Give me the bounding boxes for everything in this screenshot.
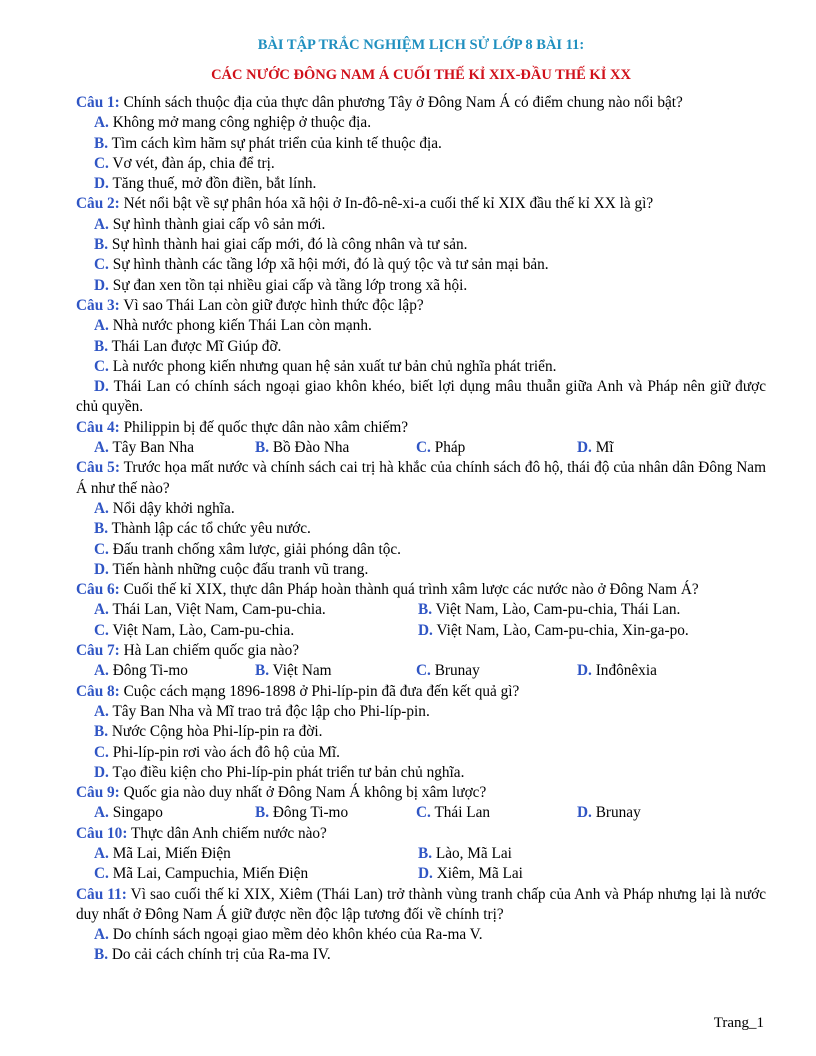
option-a: A. Đông Ti-mo: [94, 662, 188, 680]
option-d: D. Tiến hành những cuộc đấu tranh vũ trang.: [94, 560, 369, 578]
options-row: [76, 438, 766, 458]
document-page: [76, 32, 766, 966]
option-a: A. Mã Lai, Miến Điện: [94, 844, 231, 862]
options-row: [76, 803, 766, 823]
page-number: Trang_1: [713, 1015, 764, 1031]
question-text: Quốc gia nào duy nhất ở Đông Nam Á không bị xâm lược?: [123, 784, 487, 802]
question-text: Vì sao Thái Lan còn giữ được hình thức độc lập?: [123, 296, 424, 314]
option-d: D. Việt Nam, Lào, Cam-pu-chia, Xin-ga-po.: [418, 621, 689, 639]
question-10: [76, 824, 766, 885]
question-label: Câu 9:: [76, 784, 120, 802]
question-stem: [76, 93, 766, 113]
question-text: Vì sao cuối thế kỉ XIX, Xiêm (Thái Lan) trở thành vùng tranh chấp của Anh và Pháp nhưng lại là nước duy nhất ở Đông Nam Á giữ được nền độc lập tương đối về chính trị?: [76, 885, 766, 923]
question-5: [76, 458, 766, 580]
question-text: Thực dân Anh chiếm nước nào?: [130, 824, 327, 842]
option-b: B. Nước Cộng hòa Phi-líp-pin ra đời.: [94, 723, 323, 741]
question-label: Câu 5:: [76, 459, 120, 477]
question-6: [76, 580, 766, 641]
question-stem: [76, 682, 766, 702]
question-8: [76, 682, 766, 783]
option-a: A. Do chính sách ngoại giao mềm dẻo khôn khéo của Ra-ma V.: [94, 926, 483, 944]
option-d: D. Sự đan xen tồn tại nhiều giai cấp và tầng lớp trong xã hội.: [94, 276, 468, 294]
question-stem: [76, 418, 766, 438]
question-11: [76, 885, 766, 966]
option-d: D. Brunay: [577, 804, 641, 822]
option-a: A. Singapo: [94, 804, 163, 822]
question-1: [76, 93, 766, 194]
option-a: A. Nổi dậy khởi nghĩa.: [94, 499, 235, 517]
option-c: C. Đấu tranh chống xâm lược, giải phóng dân tộc.: [94, 540, 401, 558]
question-label: Câu 4:: [76, 418, 120, 436]
question-text: Philippin bị đế quốc thực dân nào xâm chiếm?: [123, 418, 409, 436]
question-3: [76, 296, 766, 418]
document-title: BÀI TẬP TRẮC NGHIỆM LỊCH SỬ LỚP 8 BÀI 11:: [257, 37, 585, 53]
question-text: Hà Lan chiếm quốc gia nào?: [123, 642, 300, 660]
option-b: B. Việt Nam, Lào, Cam-pu-chia, Thái Lan.: [418, 601, 681, 619]
question-stem: [76, 194, 766, 214]
option-c: C. Pháp: [416, 439, 466, 457]
question-label: Câu 6:: [76, 581, 120, 599]
question-2: [76, 194, 766, 295]
question-label: Câu 2:: [76, 195, 120, 213]
option-b: B. Bồ Đào Nha: [255, 439, 350, 457]
options-row: [76, 621, 766, 641]
option-c: C. Sự hình thành các tầng lớp xã hội mới, đó là quý tộc và tư sản mại bản.: [94, 256, 549, 274]
option-c: C. Vơ vét, đàn áp, chia để trị.: [94, 154, 275, 172]
question-9: [76, 783, 766, 824]
option-d: D. Xiêm, Mã Lai: [418, 865, 523, 883]
question-label: Câu 10:: [76, 824, 128, 842]
question-text: Chính sách thuộc địa của thực dân phương Tây ở Đông Nam Á có điểm chung nào nổi bật?: [123, 94, 683, 111]
option-b: B. Sự hình thành hai giai cấp mới, đó là công nhân và tư sản.: [94, 236, 468, 254]
option-d: D. Mĩ: [577, 439, 614, 457]
option-d: D. Tăng thuế, mở đồn điền, bắt lính.: [94, 175, 317, 193]
question-label: Câu 3:: [76, 296, 120, 314]
option-d: D. Thái Lan có chính sách ngoại giao khôn khéo, biết lợi dụng mâu thuẫn giữa Anh và Pháp nên giữ được chủ quyền.: [76, 378, 766, 416]
question-stem: [76, 885, 766, 926]
options-row: [76, 661, 766, 681]
question-text: Cuộc cách mạng 1896-1898 ở Phi-líp-pin đã đưa đến kết quả gì?: [123, 682, 520, 700]
question-label: Câu 1:: [76, 94, 120, 111]
option-b: B. Đông Ti-mo: [255, 804, 349, 822]
option-b: B. Tìm cách kìm hãm sự phát triển của kinh tế thuộc địa.: [94, 134, 442, 152]
question-stem: [76, 824, 766, 844]
question-text: Nét nổi bật về sự phân hóa xã hội ở In-đô-nê-xi-a cuối thế kỉ XIX đầu thế kỉ XX là gì?: [123, 195, 654, 213]
option-a: A. Sự hình thành giai cấp vô sản mới.: [94, 215, 326, 233]
question-label: Câu 8:: [76, 682, 120, 700]
question-stem: [76, 296, 766, 316]
option-b: B. Lào, Mã Lai: [418, 844, 512, 862]
options-row: [76, 600, 766, 620]
option-a: A. Không mở mang công nghiệp ở thuộc địa.: [94, 114, 372, 132]
option-a: A. Thái Lan, Việt Nam, Cam-pu-chia.: [94, 601, 326, 619]
option-b: B. Việt Nam: [255, 662, 332, 680]
document-subtitle: CÁC NƯỚC ĐÔNG NAM Á CUỐI THẾ KỈ XIX-ĐẦU THẾ KỈ XX: [211, 67, 631, 83]
option-c: C. Việt Nam, Lào, Cam-pu-chia.: [94, 621, 295, 639]
option-d: D. Inđônêxia: [577, 662, 657, 680]
option-c: C. Brunay: [416, 662, 480, 680]
question-stem: [76, 458, 766, 499]
question-stem: [76, 641, 766, 661]
options-row: [76, 844, 766, 864]
options-row: [76, 864, 766, 884]
question-stem: [76, 783, 766, 803]
question-7: [76, 641, 766, 682]
question-stem: [76, 580, 766, 600]
option-a: A. Tây Ban Nha và Mĩ trao trả độc lập cho Phi-líp-pin.: [94, 702, 430, 720]
option-d: D. Tạo điều kiện cho Phi-líp-pin phát triển tư bản chủ nghĩa.: [94, 763, 465, 781]
question-text: Trước họa mất nước và chính sách cai trị hà khắc của chính sách đô hộ, thái độ của nhân dân Đông Nam Á như thế nào?: [76, 459, 766, 497]
question-label: Câu 11:: [76, 885, 127, 903]
question-text: Cuối thế kỉ XIX, thực dân Pháp hoàn thành quá trình xâm lược các nước nào ở Đông Nam Á?: [123, 581, 699, 599]
option-b: B. Thành lập các tổ chức yêu nước.: [94, 520, 311, 538]
option-b: B. Thái Lan được Mĩ Giúp đỡ.: [94, 337, 282, 355]
option-c: C. Mã Lai, Campuchia, Miến Điện: [94, 865, 309, 883]
option-c: C. Là nước phong kiến nhưng quan hệ sản xuất tư bản chủ nghĩa phát triển.: [94, 357, 557, 375]
option-c: C. Phi-líp-pin rơi vào ách đô hộ của Mĩ.: [94, 743, 341, 761]
option-b: B. Do cải cách chính trị của Ra-ma IV.: [94, 946, 331, 964]
question-label: Câu 7:: [76, 642, 120, 660]
option-a: A. Tây Ban Nha: [94, 439, 194, 457]
option-c: C. Thái Lan: [416, 804, 491, 822]
option-a: A. Nhà nước phong kiến Thái Lan còn mạnh.: [94, 317, 372, 335]
question-4: [76, 418, 766, 459]
